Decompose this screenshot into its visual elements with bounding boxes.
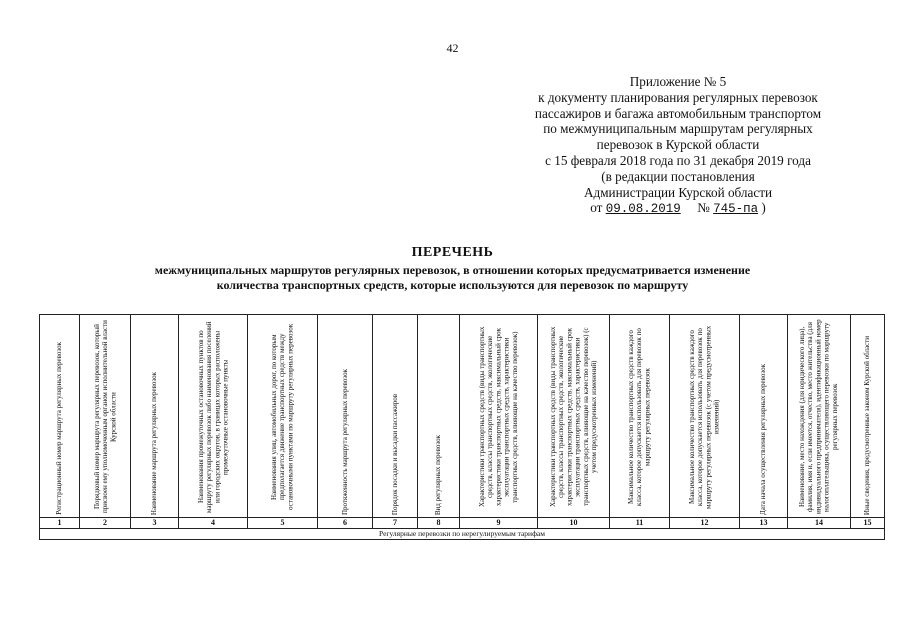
column-number: 14: [788, 518, 851, 529]
column-header-6: Протяженность маршрута регулярных перевозок: [318, 315, 373, 518]
column-number: 2: [80, 518, 131, 529]
appendix-line: к документу планирования регулярных перевозок: [538, 89, 818, 105]
column-header-10: Характеристики транспортных средств (виды транспортных средств, классы транспортных средств, экологические характеристики транспортных средств, максимальный срок эксплуатации транспортных средств, характеристики транспортных средств, влияющие на качество перевозок) (с учетом предусмотренных изменений): [538, 315, 610, 518]
column-header-4: Наименования промежуточных остановочных пунктов по маршруту регулярных перевозок либо наименования поселений или городских округов, в границах которых расположены промежуточные остановочные пункты: [179, 315, 248, 518]
page-number: 42: [446, 41, 459, 55]
section-row: [40, 529, 885, 540]
appendix-line: по межмуниципальным маршрутам регулярных: [543, 121, 813, 137]
date-prefix: от: [590, 200, 603, 216]
appendix-line: (в редакции постановления: [601, 168, 755, 184]
column-number: 6: [318, 518, 373, 529]
routes-table: [39, 314, 885, 540]
column-header-12: Максимальное количество транспортных средств каждого класса, которое допускается использовать для перевозок по маршруту регулярных перевозок (с учетом предусмотренных изменений): [670, 315, 740, 518]
column-number: 7: [373, 518, 418, 529]
appendix-block: [510, 74, 846, 218]
section-label: Регулярные перевозки по нерегулируемым тарифам: [40, 529, 885, 540]
document-title: ПЕРЕЧЕНЬ: [411, 245, 494, 260]
column-header-15: Иные сведения, предусмотренные законом Курской области: [851, 315, 885, 518]
column-header-14: Наименование, место нахождения (для юридического лица), фамилия, имя и, если имеется, отчество, место жительства (для индивидуального предпринимателя), идентификационный номер налогоплательщика, осуществляющего перевозки по маршруту регулярных перевозок: [788, 315, 851, 518]
appendix-line: перевозок в Курской области: [596, 137, 760, 153]
column-number: 11: [610, 518, 670, 529]
column-header-1: Регистрационный номер маршрута регулярных перевозок: [40, 315, 80, 518]
appendix-line: с 15 февраля 2018 года по 31 декабря 2019 года: [545, 152, 811, 168]
column-number: 15: [851, 518, 885, 529]
appendix-line: Администрации Курской области: [583, 184, 773, 200]
number-prefix: №: [697, 200, 710, 216]
column-number: 3: [131, 518, 179, 529]
column-header-2: Порядковый номер маршрута регулярных перевозок, который присвоен ему уполномоченным органом исполнительной власти Курской области: [80, 315, 131, 518]
appendix-line: пассажиров и багажа автомобильным транспортом: [534, 105, 822, 121]
subtitle-line: межмуниципальных маршрутов регулярных перевозок, в отношении которых предусматривается изменение: [154, 263, 751, 277]
resolution-date: 09.08.2019: [605, 202, 681, 217]
column-number: 5: [248, 518, 318, 529]
column-header-5: Наименования улиц, автомобильных дорог, по которым предполагается движение транспортных средств между остановочными пунктами по маршруту регулярных перевозок: [248, 315, 318, 518]
column-number: 13: [740, 518, 788, 529]
column-number: 9: [460, 518, 538, 529]
column-number: 4: [179, 518, 248, 529]
subtitle-line: количества транспортных средств, которые используются для перевозок по маршруту: [216, 278, 689, 292]
column-number-row: [40, 518, 885, 529]
column-number: 1: [40, 518, 80, 529]
column-header-3: Наименование маршрута регулярных перевозок: [131, 315, 179, 518]
appendix-date-line: [510, 200, 846, 218]
column-header-8: Вид регулярных перевозок: [418, 315, 460, 518]
column-number: 10: [538, 518, 610, 529]
column-header-9: Характеристики транспортных средств (виды транспортных средств, классы транспортных средств, экологические характеристики транспортных средств, максимальный срок эксплуатации транспортных средств, характеристики транспортных средств, влияющие на качество перевозок): [460, 315, 538, 518]
column-header-11: Максимальное количество транспортных средств каждого класса, которое допускается использовать для перевозок по маршруту регулярных перевозок: [610, 315, 670, 518]
column-header-7: Порядок посадки и высадки пассажиров: [373, 315, 418, 518]
resolution-number: 745-па: [713, 202, 759, 217]
header-row: [40, 315, 885, 518]
closing-paren: ): [761, 200, 766, 216]
column-header-13: Дата начала осуществления регулярных перевозок: [740, 315, 788, 518]
column-number: 12: [670, 518, 740, 529]
document-subtitle: [40, 263, 865, 293]
column-number: 8: [418, 518, 460, 529]
appendix-line: Приложение № 5: [629, 74, 727, 89]
